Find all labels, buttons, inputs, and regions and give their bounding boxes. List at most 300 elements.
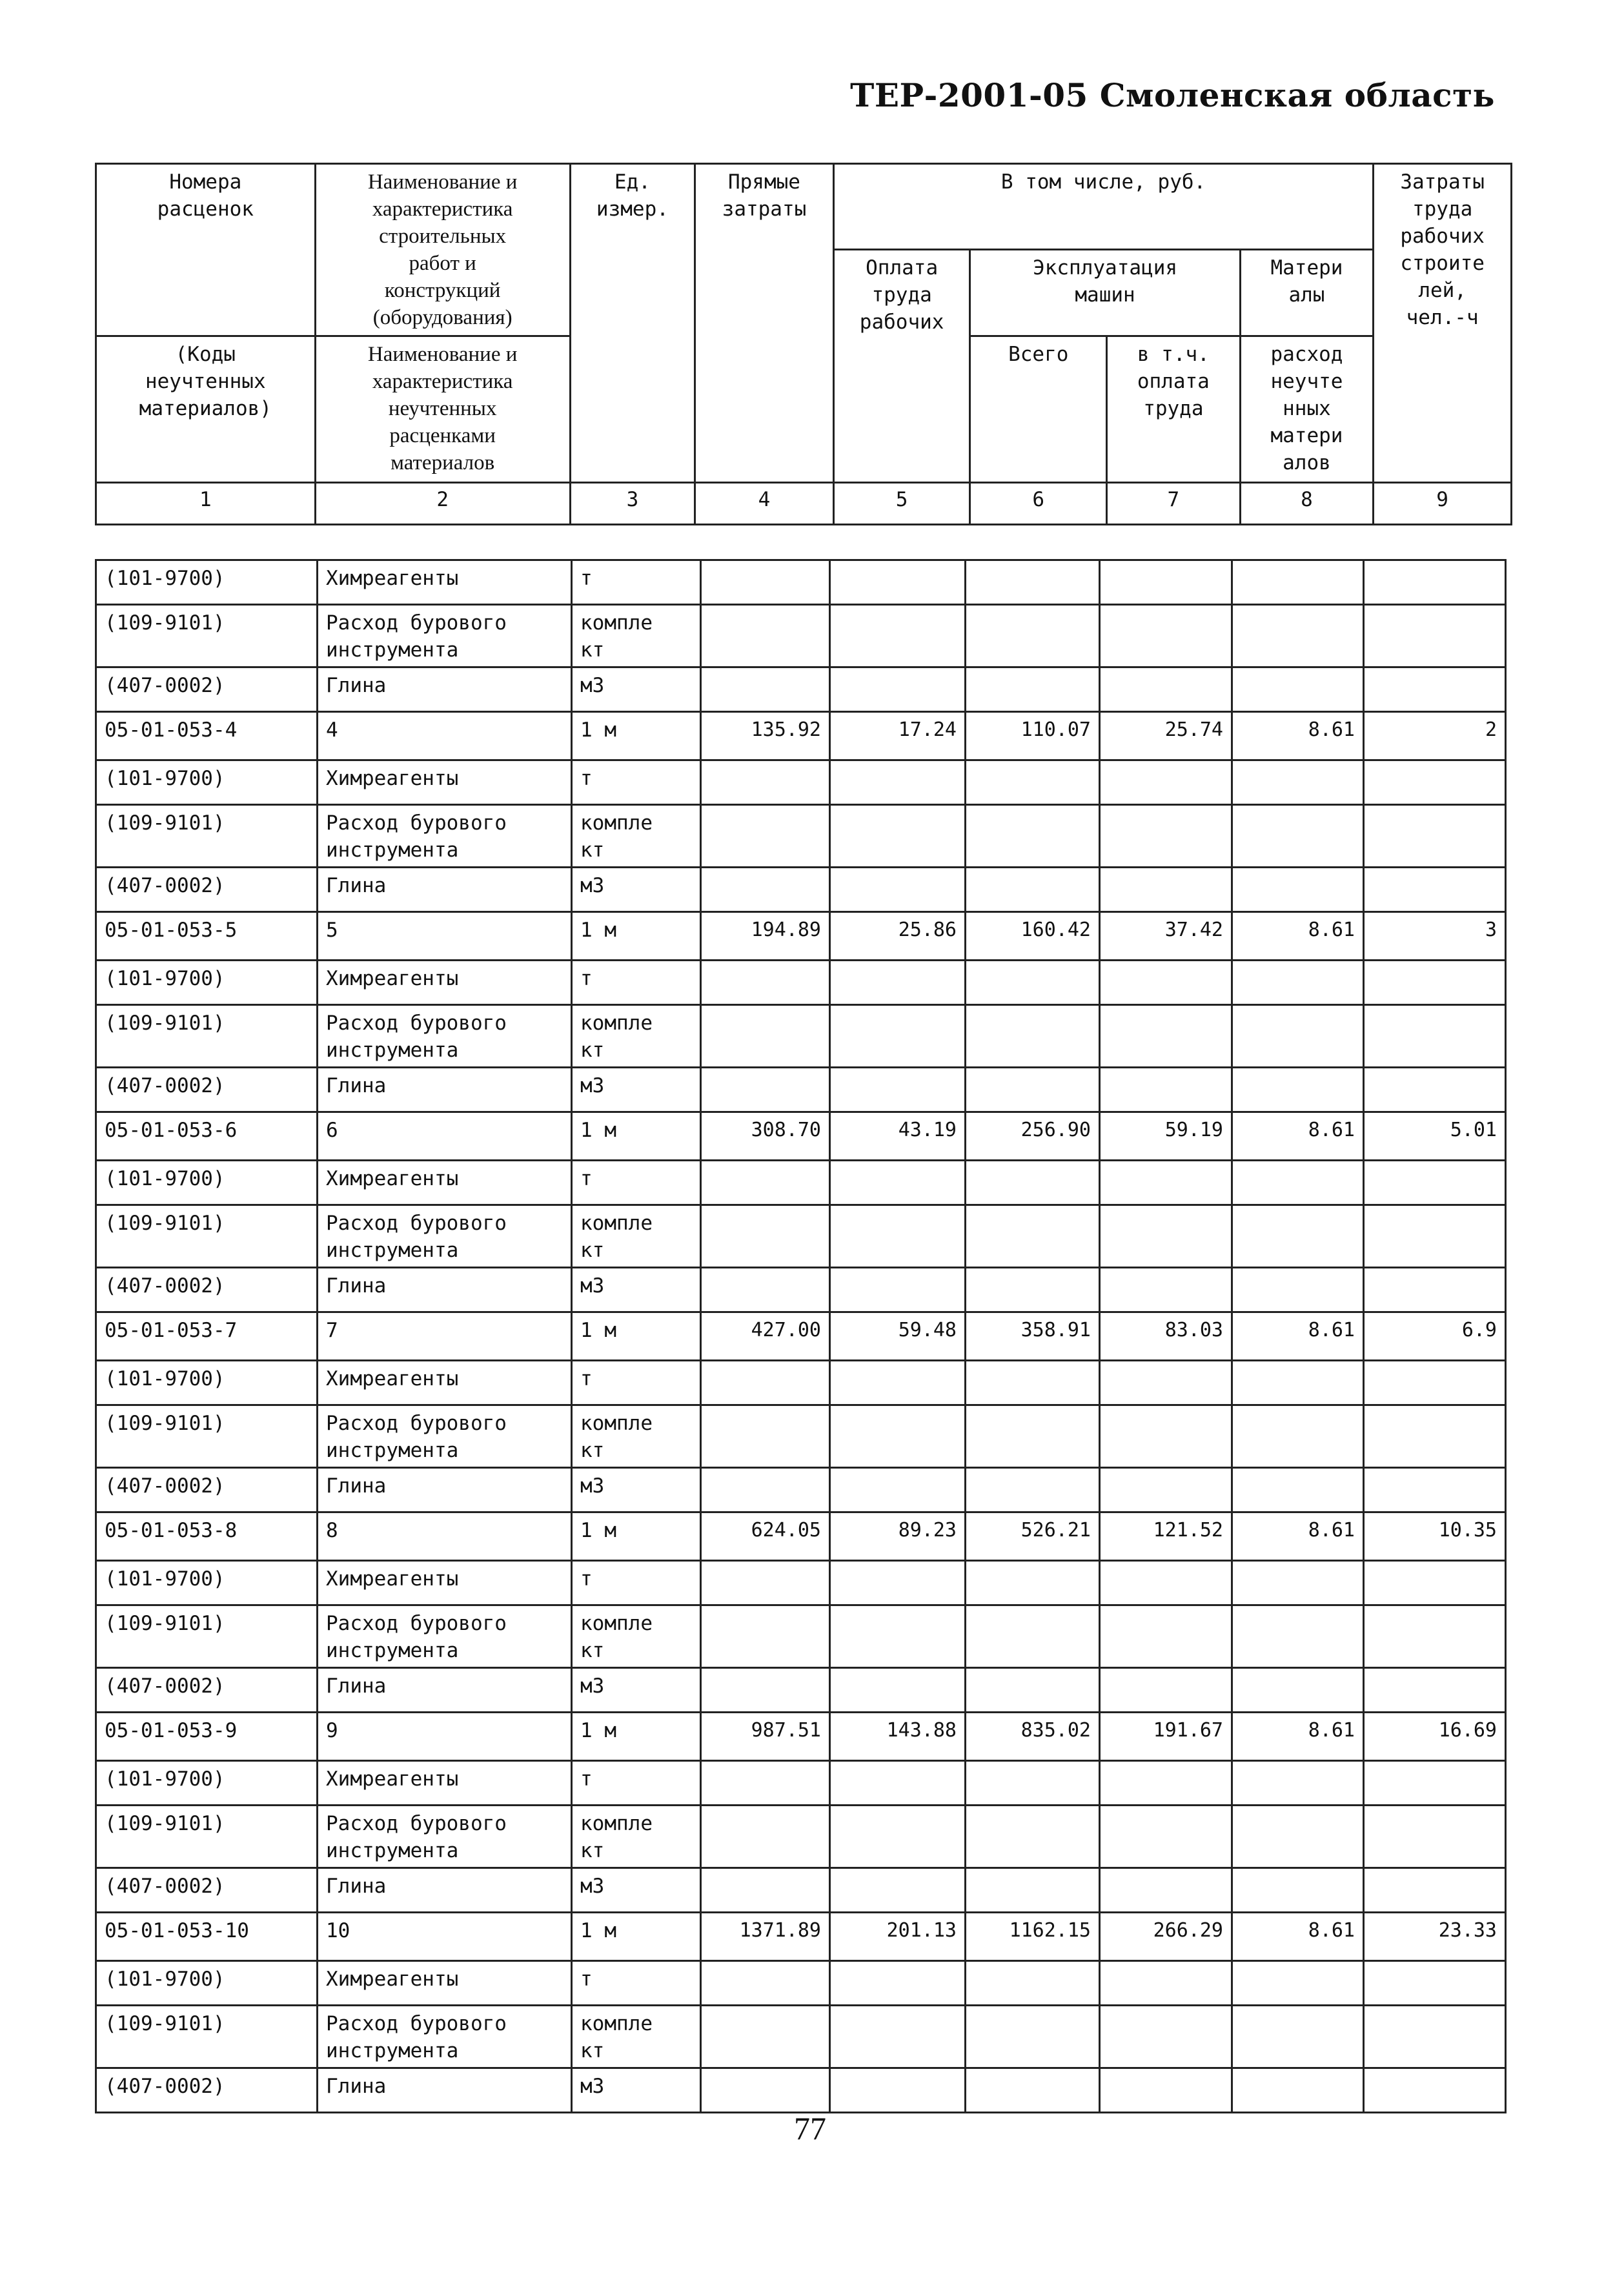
- labor-hours-cell: [1364, 1668, 1506, 1713]
- direct-costs-cell: 1371.89: [701, 1913, 830, 1961]
- column-number: 8: [1240, 483, 1374, 525]
- materials-cell: [1232, 560, 1364, 605]
- labor-hours-cell: [1364, 1068, 1506, 1112]
- material-row: [96, 605, 1506, 667]
- material-row: [96, 1761, 1506, 1806]
- labor-hours-cell: [1364, 1205, 1506, 1268]
- rate-row: [96, 1913, 1506, 1961]
- labor-hours-cell: 16.69: [1364, 1713, 1506, 1761]
- labor-pay-cell: [830, 760, 966, 805]
- materials-cell: [1232, 1361, 1364, 1405]
- direct-costs-cell: [701, 760, 830, 805]
- direct-costs-cell: [701, 1161, 830, 1205]
- name-cell: 9: [318, 1713, 572, 1761]
- labor-hours-cell: 6.9: [1364, 1312, 1506, 1361]
- machines-total-cell: [966, 1405, 1100, 1468]
- labor-hours-cell: [1364, 667, 1506, 712]
- unit-cell: т: [572, 1561, 701, 1605]
- labor-pay-cell: [830, 667, 966, 712]
- header-labor-hours: Затраты труда рабочих строите лей, чел.-ч: [1374, 164, 1512, 483]
- labor-pay-cell: 143.88: [830, 1713, 966, 1761]
- material-row: [96, 1605, 1506, 1668]
- header-rate-numbers: Номера расценок: [96, 164, 316, 336]
- materials-cell: [1232, 961, 1364, 1005]
- page-number: 77: [794, 2110, 826, 2146]
- machines-total-cell: [966, 1806, 1100, 1868]
- materials-cell: [1232, 1068, 1364, 1112]
- machines-total-cell: [966, 805, 1100, 868]
- material-row: [96, 760, 1506, 805]
- labor-pay-cell: [830, 1005, 966, 1068]
- machines-total-cell: 835.02: [966, 1713, 1100, 1761]
- name-cell: 8: [318, 1512, 572, 1561]
- labor-hours-cell: [1364, 1605, 1506, 1668]
- rate-code-cell: (407-0002): [96, 2068, 318, 2113]
- machines-labor-cell: [1100, 605, 1232, 667]
- rate-code-cell: 05-01-053-10: [96, 1913, 318, 1961]
- machines-total-cell: [966, 760, 1100, 805]
- rate-row: [96, 712, 1506, 760]
- rate-code-cell: (407-0002): [96, 868, 318, 912]
- rate-code-cell: (407-0002): [96, 1668, 318, 1713]
- direct-costs-cell: [701, 1361, 830, 1405]
- name-cell: Расход бурового инструмента: [318, 805, 572, 868]
- labor-pay-cell: 89.23: [830, 1512, 966, 1561]
- labor-hours-cell: [1364, 605, 1506, 667]
- direct-costs-cell: [701, 2068, 830, 2113]
- labor-pay-cell: [830, 1205, 966, 1268]
- rate-row: [96, 1112, 1506, 1161]
- material-row: [96, 1361, 1506, 1405]
- rate-code-cell: (101-9700): [96, 560, 318, 605]
- header-materials: Матери алы: [1240, 250, 1374, 336]
- materials-cell: [1232, 1961, 1364, 2006]
- materials-cell: [1232, 1268, 1364, 1312]
- rate-code-cell: (109-9101): [96, 1605, 318, 1668]
- material-row: [96, 1205, 1506, 1268]
- machines-total-cell: [966, 1361, 1100, 1405]
- rate-code-cell: 05-01-053-7: [96, 1312, 318, 1361]
- material-row: [96, 667, 1506, 712]
- machines-total-cell: 1162.15: [966, 1913, 1100, 1961]
- labor-pay-cell: [830, 1468, 966, 1512]
- machines-labor-cell: [1100, 1868, 1232, 1913]
- machines-total-cell: [966, 2006, 1100, 2068]
- machines-total-cell: [966, 560, 1100, 605]
- materials-cell: [1232, 1605, 1364, 1668]
- materials-cell: 8.61: [1232, 1112, 1364, 1161]
- name-cell: 10: [318, 1913, 572, 1961]
- name-cell: Расход бурового инструмента: [318, 1806, 572, 1868]
- rate-code-cell: (109-9101): [96, 1806, 318, 1868]
- header-labor-pay: Оплата труда рабочих: [833, 250, 970, 483]
- name-cell: 7: [318, 1312, 572, 1361]
- labor-hours-cell: [1364, 760, 1506, 805]
- unit-cell: м3: [572, 1468, 701, 1512]
- unit-cell: компле кт: [572, 1005, 701, 1068]
- direct-costs-cell: 624.05: [701, 1512, 830, 1561]
- materials-cell: [1232, 805, 1364, 868]
- direct-costs-cell: [701, 1405, 830, 1468]
- unit-cell: т: [572, 760, 701, 805]
- unit-cell: 1 м: [572, 1112, 701, 1161]
- header-work-name: Наименование и характеристика строительных работ и конструкций (оборудования): [315, 164, 570, 336]
- machines-total-cell: 160.42: [966, 912, 1100, 961]
- labor-pay-cell: 43.19: [830, 1112, 966, 1161]
- machines-labor-cell: [1100, 1561, 1232, 1605]
- labor-hours-cell: [1364, 805, 1506, 868]
- materials-cell: 8.61: [1232, 1913, 1364, 1961]
- rate-code-cell: (407-0002): [96, 1068, 318, 1112]
- materials-cell: 8.61: [1232, 712, 1364, 760]
- machines-labor-cell: [1100, 1668, 1232, 1713]
- materials-cell: [1232, 1761, 1364, 1806]
- material-row: [96, 805, 1506, 868]
- rate-code-cell: (101-9700): [96, 1161, 318, 1205]
- labor-pay-cell: [830, 2068, 966, 2113]
- labor-pay-cell: [830, 605, 966, 667]
- machines-total-cell: [966, 1468, 1100, 1512]
- direct-costs-cell: 308.70: [701, 1112, 830, 1161]
- labor-hours-cell: 23.33: [1364, 1913, 1506, 1961]
- materials-cell: 8.61: [1232, 1312, 1364, 1361]
- name-cell: Глина: [318, 1468, 572, 1512]
- rate-code-cell: (109-9101): [96, 805, 318, 868]
- unit-cell: компле кт: [572, 1205, 701, 1268]
- machines-labor-cell: [1100, 1761, 1232, 1806]
- materials-cell: [1232, 1668, 1364, 1713]
- name-cell: Химреагенты: [318, 1961, 572, 2006]
- rate-code-cell: 05-01-053-4: [96, 712, 318, 760]
- labor-hours-cell: [1364, 1361, 1506, 1405]
- labor-pay-cell: [830, 560, 966, 605]
- rate-code-cell: 05-01-053-6: [96, 1112, 318, 1161]
- direct-costs-cell: [701, 1605, 830, 1668]
- name-cell: Химреагенты: [318, 1161, 572, 1205]
- machines-labor-cell: [1100, 2068, 1232, 2113]
- rate-code-cell: 05-01-053-5: [96, 912, 318, 961]
- document-title: ТЕР-2001-05 Смоленская область: [850, 76, 1495, 114]
- labor-pay-cell: [830, 1868, 966, 1913]
- name-cell: Глина: [318, 2068, 572, 2113]
- materials-cell: [1232, 667, 1364, 712]
- unit-cell: м3: [572, 1268, 701, 1312]
- machines-labor-cell: [1100, 805, 1232, 868]
- machines-total-cell: [966, 1005, 1100, 1068]
- machines-labor-cell: 83.03: [1100, 1312, 1232, 1361]
- labor-hours-cell: [1364, 1268, 1506, 1312]
- unit-cell: м3: [572, 1068, 701, 1112]
- column-number: 9: [1374, 483, 1512, 525]
- name-cell: 6: [318, 1112, 572, 1161]
- header-unit: Ед. измер.: [570, 164, 695, 483]
- machines-total-cell: 358.91: [966, 1312, 1100, 1361]
- material-row: [96, 1268, 1506, 1312]
- rate-row: [96, 1312, 1506, 1361]
- direct-costs-cell: 194.89: [701, 912, 830, 961]
- materials-cell: [1232, 1561, 1364, 1605]
- direct-costs-cell: [701, 1868, 830, 1913]
- labor-pay-cell: [830, 1668, 966, 1713]
- labor-pay-cell: [830, 868, 966, 912]
- machines-labor-cell: [1100, 1268, 1232, 1312]
- name-cell: Химреагенты: [318, 1761, 572, 1806]
- rate-row: [96, 1512, 1506, 1561]
- labor-pay-cell: [830, 1405, 966, 1468]
- rate-code-cell: (109-9101): [96, 1005, 318, 1068]
- labor-hours-cell: [1364, 1806, 1506, 1868]
- labor-hours-cell: [1364, 1468, 1506, 1512]
- machines-total-cell: [966, 1161, 1100, 1205]
- labor-pay-cell: [830, 1161, 966, 1205]
- direct-costs-cell: [701, 667, 830, 712]
- direct-costs-cell: 135.92: [701, 712, 830, 760]
- machines-labor-cell: [1100, 1405, 1232, 1468]
- header-material-names: Наименование и характеристика неучтенных расценками материалов: [315, 336, 570, 483]
- machines-labor-cell: [1100, 1005, 1232, 1068]
- labor-pay-cell: [830, 1068, 966, 1112]
- rate-code-cell: (109-9101): [96, 605, 318, 667]
- rate-code-cell: (407-0002): [96, 1468, 318, 1512]
- materials-cell: [1232, 1161, 1364, 1205]
- unit-cell: т: [572, 961, 701, 1005]
- direct-costs-cell: [701, 1268, 830, 1312]
- labor-pay-cell: [830, 1605, 966, 1668]
- machines-labor-cell: 59.19: [1100, 1112, 1232, 1161]
- machines-total-cell: [966, 2068, 1100, 2113]
- header-unaccounted-materials: расход неучте нных матери алов: [1240, 336, 1374, 483]
- direct-costs-cell: [701, 605, 830, 667]
- header-machines-total: Всего: [970, 336, 1107, 483]
- labor-hours-cell: [1364, 868, 1506, 912]
- unit-cell: компле кт: [572, 805, 701, 868]
- unit-cell: 1 м: [572, 912, 701, 961]
- labor-pay-cell: 25.86: [830, 912, 966, 961]
- direct-costs-cell: [701, 1561, 830, 1605]
- header-direct-costs: Прямые затраты: [695, 164, 834, 483]
- machines-total-cell: [966, 605, 1100, 667]
- unit-cell: компле кт: [572, 2006, 701, 2068]
- labor-pay-cell: [830, 1761, 966, 1806]
- direct-costs-cell: [701, 1668, 830, 1713]
- machines-labor-cell: [1100, 961, 1232, 1005]
- machines-labor-cell: [1100, 1068, 1232, 1112]
- machines-labor-cell: [1100, 560, 1232, 605]
- direct-costs-cell: [701, 1761, 830, 1806]
- machines-labor-cell: [1100, 1361, 1232, 1405]
- rates-table: [95, 559, 1507, 2113]
- name-cell: Глина: [318, 667, 572, 712]
- name-cell: Химреагенты: [318, 1561, 572, 1605]
- material-row: [96, 560, 1506, 605]
- machines-labor-cell: [1100, 868, 1232, 912]
- material-row: [96, 961, 1506, 1005]
- direct-costs-cell: [701, 1961, 830, 2006]
- name-cell: Химреагенты: [318, 560, 572, 605]
- material-row: [96, 868, 1506, 912]
- materials-cell: [1232, 1205, 1364, 1268]
- machines-total-cell: 526.21: [966, 1512, 1100, 1561]
- direct-costs-cell: [701, 1468, 830, 1512]
- name-cell: Расход бурового инструмента: [318, 1005, 572, 1068]
- name-cell: Глина: [318, 1868, 572, 1913]
- machines-labor-cell: 191.67: [1100, 1713, 1232, 1761]
- materials-cell: [1232, 760, 1364, 805]
- name-cell: Глина: [318, 868, 572, 912]
- materials-cell: [1232, 2006, 1364, 2068]
- labor-pay-cell: [830, 961, 966, 1005]
- labor-hours-cell: [1364, 1005, 1506, 1068]
- material-row: [96, 1405, 1506, 1468]
- unit-cell: компле кт: [572, 1405, 701, 1468]
- unit-cell: м3: [572, 868, 701, 912]
- machines-total-cell: [966, 1068, 1100, 1112]
- labor-pay-cell: [830, 1361, 966, 1405]
- labor-pay-cell: [830, 1268, 966, 1312]
- direct-costs-cell: [701, 868, 830, 912]
- header-machines-labor: в т.ч. оплата труда: [1107, 336, 1241, 483]
- unit-cell: 1 м: [572, 1713, 701, 1761]
- rate-code-cell: (101-9700): [96, 961, 318, 1005]
- column-number: 2: [315, 483, 570, 525]
- machines-labor-cell: [1100, 1605, 1232, 1668]
- material-row: [96, 1668, 1506, 1713]
- labor-hours-cell: [1364, 1868, 1506, 1913]
- labor-pay-cell: [830, 805, 966, 868]
- materials-cell: [1232, 1005, 1364, 1068]
- machines-labor-cell: [1100, 1961, 1232, 2006]
- machines-labor-cell: 25.74: [1100, 712, 1232, 760]
- machines-total-cell: [966, 961, 1100, 1005]
- unit-cell: компле кт: [572, 1806, 701, 1868]
- name-cell: Расход бурового инструмента: [318, 2006, 572, 2068]
- labor-hours-cell: [1364, 1161, 1506, 1205]
- labor-hours-cell: [1364, 1561, 1506, 1605]
- materials-cell: [1232, 1868, 1364, 1913]
- rate-code-cell: 05-01-053-9: [96, 1713, 318, 1761]
- material-row: [96, 1868, 1506, 1913]
- name-cell: Расход бурового инструмента: [318, 1605, 572, 1668]
- name-cell: 5: [318, 912, 572, 961]
- material-row: [96, 1068, 1506, 1112]
- column-number: 7: [1107, 483, 1241, 525]
- labor-hours-cell: [1364, 560, 1506, 605]
- column-number: 1: [96, 483, 316, 525]
- rate-code-cell: (101-9700): [96, 1361, 318, 1405]
- machines-total-cell: [966, 667, 1100, 712]
- labor-pay-cell: [830, 1561, 966, 1605]
- name-cell: Химреагенты: [318, 760, 572, 805]
- machines-total-cell: [966, 1268, 1100, 1312]
- unit-cell: т: [572, 560, 701, 605]
- unit-cell: м3: [572, 1868, 701, 1913]
- materials-cell: [1232, 2068, 1364, 2113]
- machines-total-cell: 256.90: [966, 1112, 1100, 1161]
- materials-cell: [1232, 1806, 1364, 1868]
- column-number: 5: [833, 483, 970, 525]
- rate-code-cell: (101-9700): [96, 760, 318, 805]
- labor-hours-cell: [1364, 1405, 1506, 1468]
- name-cell: Химреагенты: [318, 961, 572, 1005]
- labor-hours-cell: [1364, 961, 1506, 1005]
- column-number: 6: [970, 483, 1107, 525]
- rate-code-cell: (109-9101): [96, 1405, 318, 1468]
- unit-cell: 1 м: [572, 712, 701, 760]
- machines-total-cell: [966, 1605, 1100, 1668]
- labor-hours-cell: 5.01: [1364, 1112, 1506, 1161]
- machines-total-cell: [966, 1961, 1100, 2006]
- unit-cell: 1 м: [572, 1913, 701, 1961]
- machines-labor-cell: [1100, 1806, 1232, 1868]
- machines-total-cell: [966, 1761, 1100, 1806]
- unit-cell: м3: [572, 1668, 701, 1713]
- labor-pay-cell: [830, 1806, 966, 1868]
- unit-cell: м3: [572, 667, 701, 712]
- direct-costs-cell: 987.51: [701, 1713, 830, 1761]
- machines-total-cell: [966, 868, 1100, 912]
- unit-cell: т: [572, 1961, 701, 2006]
- material-row: [96, 1161, 1506, 1205]
- machines-labor-cell: [1100, 760, 1232, 805]
- name-cell: Расход бурового инструмента: [318, 1405, 572, 1468]
- machines-total-cell: 110.07: [966, 712, 1100, 760]
- column-number: 3: [570, 483, 695, 525]
- name-cell: Глина: [318, 1268, 572, 1312]
- labor-pay-cell: [830, 1961, 966, 2006]
- materials-cell: [1232, 868, 1364, 912]
- rate-row: [96, 1713, 1506, 1761]
- header-machines-group: Эксплуатация машин: [970, 250, 1240, 336]
- labor-pay-cell: 59.48: [830, 1312, 966, 1361]
- machines-labor-cell: [1100, 1468, 1232, 1512]
- unit-cell: 1 м: [572, 1512, 701, 1561]
- material-row: [96, 1806, 1506, 1868]
- rate-code-cell: (101-9700): [96, 1761, 318, 1806]
- name-cell: Глина: [318, 1668, 572, 1713]
- materials-cell: [1232, 1468, 1364, 1512]
- material-row: [96, 2006, 1506, 2068]
- unit-cell: м3: [572, 2068, 701, 2113]
- unit-cell: т: [572, 1161, 701, 1205]
- machines-labor-cell: 266.29: [1100, 1913, 1232, 1961]
- name-cell: Глина: [318, 1068, 572, 1112]
- labor-hours-cell: 10.35: [1364, 1512, 1506, 1561]
- machines-labor-cell: [1100, 1161, 1232, 1205]
- direct-costs-cell: 427.00: [701, 1312, 830, 1361]
- labor-hours-cell: [1364, 1961, 1506, 2006]
- direct-costs-cell: [701, 961, 830, 1005]
- rate-code-cell: (407-0002): [96, 1268, 318, 1312]
- materials-cell: 8.61: [1232, 1512, 1364, 1561]
- labor-hours-cell: [1364, 2006, 1506, 2068]
- rate-row: [96, 912, 1506, 961]
- machines-total-cell: [966, 1668, 1100, 1713]
- direct-costs-cell: [701, 2006, 830, 2068]
- machines-total-cell: [966, 1868, 1100, 1913]
- rate-code-cell: (101-9700): [96, 1961, 318, 2006]
- header-material-codes: (Коды неучтенных материалов): [96, 336, 316, 483]
- rate-code-cell: (109-9101): [96, 2006, 318, 2068]
- rate-code-cell: (407-0002): [96, 667, 318, 712]
- name-cell: Химреагенты: [318, 1361, 572, 1405]
- labor-pay-cell: 201.13: [830, 1913, 966, 1961]
- direct-costs-cell: [701, 1205, 830, 1268]
- machines-labor-cell: 121.52: [1100, 1512, 1232, 1561]
- material-row: [96, 1005, 1506, 1068]
- rate-code-cell: (109-9101): [96, 1205, 318, 1268]
- labor-hours-cell: 2: [1364, 712, 1506, 760]
- labor-hours-cell: 3: [1364, 912, 1506, 961]
